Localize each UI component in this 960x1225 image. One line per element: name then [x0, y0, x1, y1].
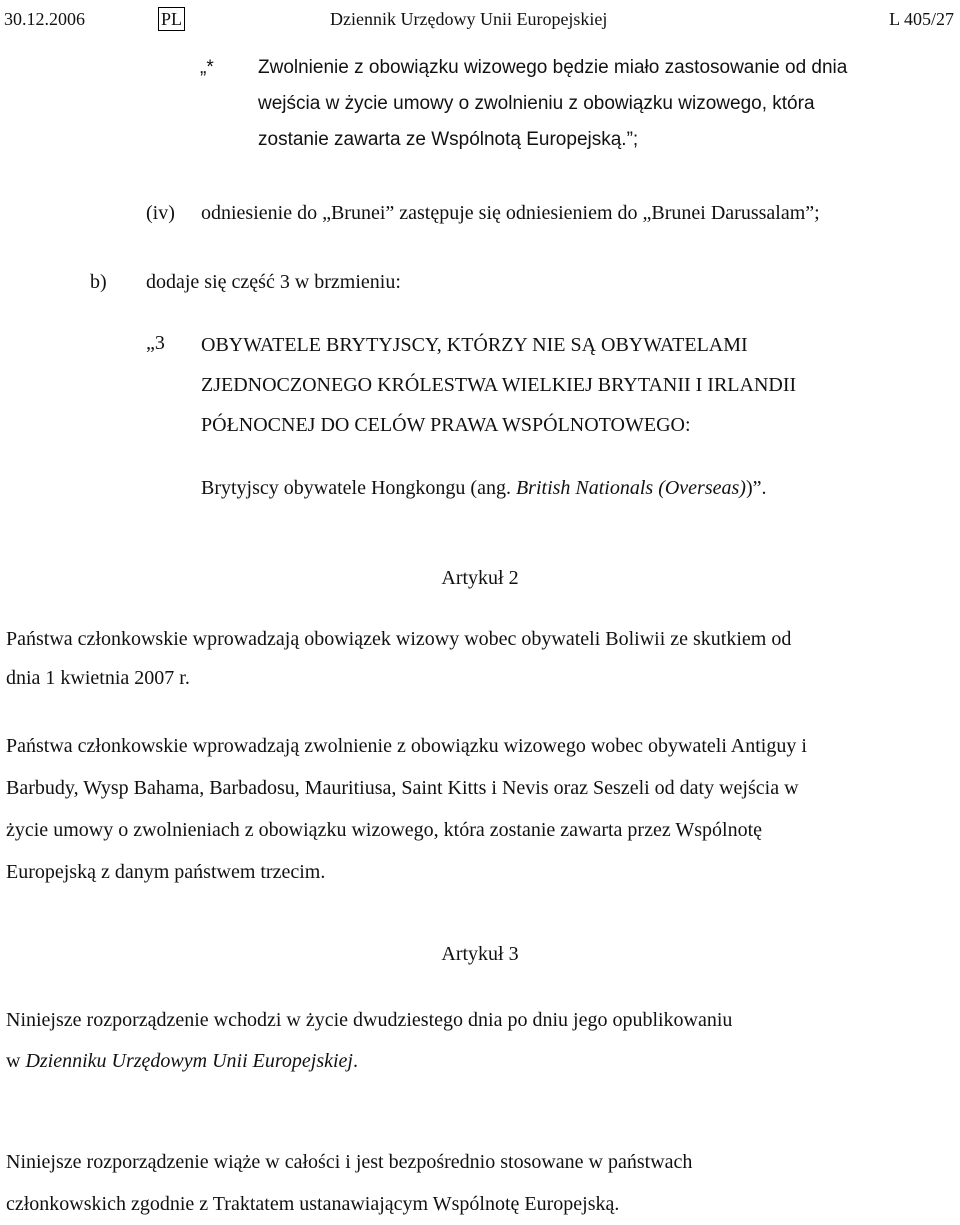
article-2-paragraph-1	[6, 620, 791, 698]
footnote-marker: „*	[200, 57, 214, 78]
item-b-line: dodaje się część 3 w brzmieniu:	[146, 271, 401, 293]
footnote-line: zostanie zawarta ze Wspólnotą Europejską.”;	[258, 129, 639, 150]
header-page-number: L 405/27	[889, 9, 954, 29]
journal-ref-suffix: .	[353, 1050, 358, 1072]
article-3-paragraph-2	[6, 1141, 692, 1225]
footnote-line: wejścia w życie umowy o zwolnieniu z obowiązku wizowego, która	[258, 93, 815, 114]
paragraph-line: Niniejsze rozporządzenie wchodzi w życie dwudziestego dnia po dniu jego opublikowaniu	[6, 1009, 733, 1031]
paragraph-line: życie umowy o zwolnieniach z obowiązku wizowego, która zostanie zawarta przez Wspólnotę	[6, 819, 763, 841]
header-language-badge: PL	[158, 7, 185, 31]
part3-bht-italic: British Nationals (Overseas)	[515, 477, 746, 499]
part3-heading-line: OBYWATELE BRYTYJSCY, KTÓRZY NIE SĄ OBYWATELAMI	[201, 334, 748, 356]
article-3-paragraph-1	[6, 1000, 732, 1082]
footnote-text	[258, 50, 847, 158]
header-journal-title: Dziennik Urzędowy Unii Europejskiej	[330, 9, 608, 29]
paragraph-line: Państwa członkowskie wprowadzają zwolnienie z obowiązku wizowego wobec obywateli Antiguy i	[6, 735, 807, 757]
journal-ref-prefix: w	[6, 1050, 26, 1072]
paragraph-line: Niniejsze rozporządzenie wiąże w całości i jest bezpośrednio stosowane w państwach	[6, 1151, 693, 1173]
item-b-text	[146, 264, 401, 300]
page-header	[0, 4, 960, 34]
paragraph-line: Państwa członkowskie wprowadzają obowiązek wizowy wobec obywateli Boliwii ze skutkiem od	[6, 628, 792, 650]
part3-bht-prefix: Brytyjscy obywatele Hongkongu (ang.	[201, 477, 516, 499]
article-2-paragraph-2	[6, 725, 807, 893]
footnote-line: Zwolnienie z obowiązku wizowego będzie miało zastosowanie od dnia	[258, 57, 848, 78]
item-iv-marker: (iv)	[146, 202, 175, 224]
item-b-marker: b)	[90, 271, 107, 293]
paragraph-line: Europejską z danym państwem trzecim.	[6, 861, 326, 883]
article-3-heading: Artykuł 3	[441, 943, 519, 965]
paragraph-line: członkowskich zgodnie z Traktatem ustanawiającym Wspólnotę Europejską.	[6, 1193, 620, 1215]
paragraph-line: dnia 1 kwietnia 2007 r.	[6, 667, 190, 689]
part3-heading-line: ZJEDNOCZONEGO KRÓLESTWA WIELKIEJ BRYTANII I IRLANDII	[201, 374, 797, 396]
item-iv-text	[201, 195, 820, 231]
paragraph-line	[6, 1041, 732, 1082]
article-2-heading: Artykuł 2	[441, 567, 519, 589]
part3-heading-line: PÓŁNOCNEJ DO CELÓW PRAWA WSPÓLNOTOWEGO:	[201, 414, 691, 436]
journal-ref-italic: Dzienniku Urzędowym Unii Europejskiej	[25, 1050, 353, 1072]
part3-heading	[201, 325, 796, 445]
paragraph-line: Barbudy, Wysp Bahama, Barbadosu, Mauritiusa, Saint Kitts i Nevis oraz Seszeli od daty wejścia w	[6, 777, 799, 799]
part3-marker: „3	[146, 332, 165, 354]
item-iv-line: odniesienie do „Brunei” zastępuje się odniesieniem do „Brunei Darussalam”;	[201, 202, 820, 224]
part3-bht-suffix: )”.	[745, 477, 767, 499]
part3-bht-text	[201, 470, 767, 506]
header-date: 30.12.2006	[4, 9, 85, 29]
